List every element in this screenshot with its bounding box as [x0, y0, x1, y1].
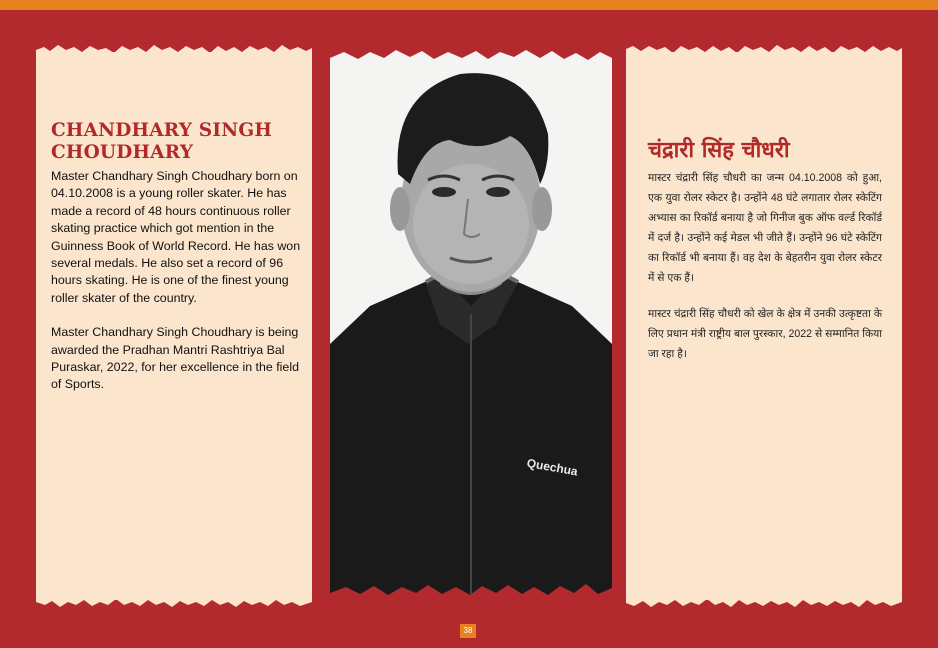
portrait-illustration: [330, 44, 612, 602]
torn-edge-bottom: [36, 596, 312, 608]
hindi-paragraph-2: मास्टर चंद्रारी सिंह चौधरी को खेल के क्षेत्र में उनकी उत्कृष्टता के लिए प्रधान मंत्री राष्ट्रीय बाल पुरस्कार, 2022 से सम्मानित किया जा रहा है।: [648, 308, 882, 360]
english-text-panel: [36, 52, 312, 600]
english-paragraph-2: Master Chandhary Singh Choudhary is being awarded the Pradhan Mantri Rashtriya Bal Puraskar, 2022, for her excellence in the field of Sports.: [51, 325, 299, 392]
english-title: CHANDHARY SINGH CHOUDHARY: [51, 120, 272, 163]
hindi-text-panel: [626, 52, 902, 600]
eye-left: [432, 187, 456, 197]
torn-edge-top: [330, 44, 612, 60]
top-accent-bar: [0, 0, 938, 10]
jacket-logo: Quechua: [525, 455, 579, 479]
english-paragraph-1: Master Chandhary Singh Choudhary born on 04.10.2008 is a young roller skater. He has made a record of 48 hours continuous roller skating practice which got mention in the Guinness Book of World Record. He has won several medals. He also set a record of 96 hours skating. He is one of the finest young roller skater of the country.: [51, 169, 301, 305]
torn-edge-bottom: [626, 596, 902, 608]
hindi-paragraph-1: मास्टर चंद्रारी सिंह चौधरी का जन्म 04.10.2008 को हुआ, एक युवा रोलर स्केटर है। उन्होंने 48 घंटे लगातार रोलर स्केटिंग अभ्यास का रिकॉर्ड बनाया है जो गिनीज बुक ऑफ वर्ल्ड रिकॉर्ड में दर्ज है। उन्होंने कई मेडल भी जीते हैं। उन्होंने 96 घंटे स्केटिंग का रिकॉर्ड भी बनाया हैं। वह देश के बेहतरीन युवा रोलर स्केटर में से एक हैं।: [648, 172, 882, 284]
torn-edge-top: [626, 44, 902, 56]
hindi-body: [648, 168, 882, 380]
eye-right: [486, 187, 510, 197]
page-number: 38: [460, 624, 476, 638]
torn-edge-top: [36, 44, 312, 56]
english-body: [51, 168, 303, 411]
hindi-title: चंद्रारी सिंह चौधरी: [648, 137, 790, 163]
ear-left: [390, 187, 410, 231]
portrait-photo: [330, 44, 612, 602]
ear-right: [532, 187, 552, 231]
